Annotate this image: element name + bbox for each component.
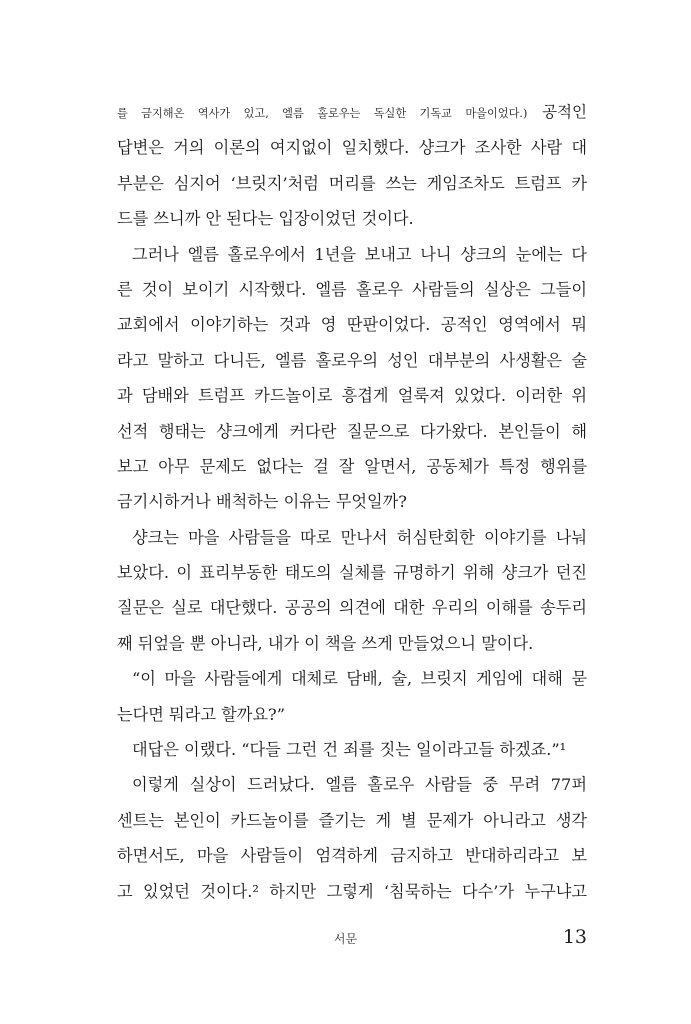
text-line: 샹크는 마을 사람들을 따로 만나서 허심탄회한 이야기를 나눠: [132, 527, 587, 547]
text-line: 보았다. 이 표리부동한 태도의 실체를 규명하기 위해 샹크가 던진: [117, 563, 587, 583]
text-line: 고 있었던 것이다.² 하지만 그렇게 ‘침묵하는 다수’가 누구냐고: [117, 881, 587, 901]
text-line: 른 것이 보이기 시작했다. 엘름 홀로우 사람들의 실상은 그들이: [117, 279, 587, 299]
text-line: 그러나 엘름 홀로우에서 1년을 보내고 나니 샹크의 눈에는 다: [132, 244, 587, 264]
text-line: “이 마을 사람들에게 대체로 담배, 술, 브릿지 게임에 대해 묻: [132, 669, 587, 689]
text-line: 교회에서 이야기하는 것과 영 딴판이었다. 공적인 영역에서 뭐: [117, 315, 587, 335]
text-line: 라고 말하고 다니든, 엘름 홀로우의 성인 대부분의 사생활은 술: [117, 350, 587, 370]
text-line-rest: 공적인: [527, 103, 587, 121]
text-line-small: 를 금지해온 역사가 있고, 엘름 홀로우는 독실한 기독교 마을이었다.): [117, 107, 528, 120]
text-line: 금기시하거나 배척하는 이유는 무엇일까?: [117, 492, 407, 512]
page-number: 13: [562, 926, 587, 948]
text-line: 과 담배와 트럼프 카드놀이로 흥겹게 얼룩져 있었다. 이러한 위: [117, 386, 587, 406]
running-footer-title: 서문: [333, 932, 358, 946]
text-line: 질문은 실로 대단했다. 공공의 의견에 대한 우리의 이해를 송두리: [117, 598, 587, 618]
text-line: 째 뒤엎을 뿐 아니라, 내가 이 책을 쓰게 만들었으니 말이다.: [117, 633, 534, 653]
text-line: 센트는 본인이 카드놀이를 즐기는 게 별 문제가 아니라고 생각: [117, 810, 587, 830]
text-line: 는다면 뭐라고 할까요?”: [117, 704, 285, 724]
text-line: 이렇게 실상이 드러났다. 엘름 홀로우 사람들 중 무려 77퍼: [132, 775, 587, 795]
text-line: 답변은 거의 이론의 여지없이 일치했다. 샹크가 조사한 사람 대: [117, 138, 587, 158]
body-text: [117, 95, 587, 909]
text-line: 대답은 이랬다. “다들 그런 건 죄를 짓는 일이라고들 하겠죠.”¹: [132, 740, 567, 760]
text-line: 하면서도, 마을 사람들이 엄격하게 금지하고 반대하리라고 보: [117, 846, 587, 866]
text-line: 선적 행태는 샹크에게 커다란 질문으로 다가왔다. 본인들이 해: [117, 421, 587, 441]
text-line: [117, 95, 587, 130]
text-line: 부분은 심지어 ‘브릿지’처럼 머리를 쓰는 게임조차도 트럼프 카: [117, 173, 587, 193]
text-line: 드를 쓰니까 안 된다는 입장이었던 것이다.: [117, 209, 414, 229]
text-line: 보고 아무 문제도 없다는 걸 잘 알면서, 공동체가 특정 행위를: [117, 456, 587, 476]
